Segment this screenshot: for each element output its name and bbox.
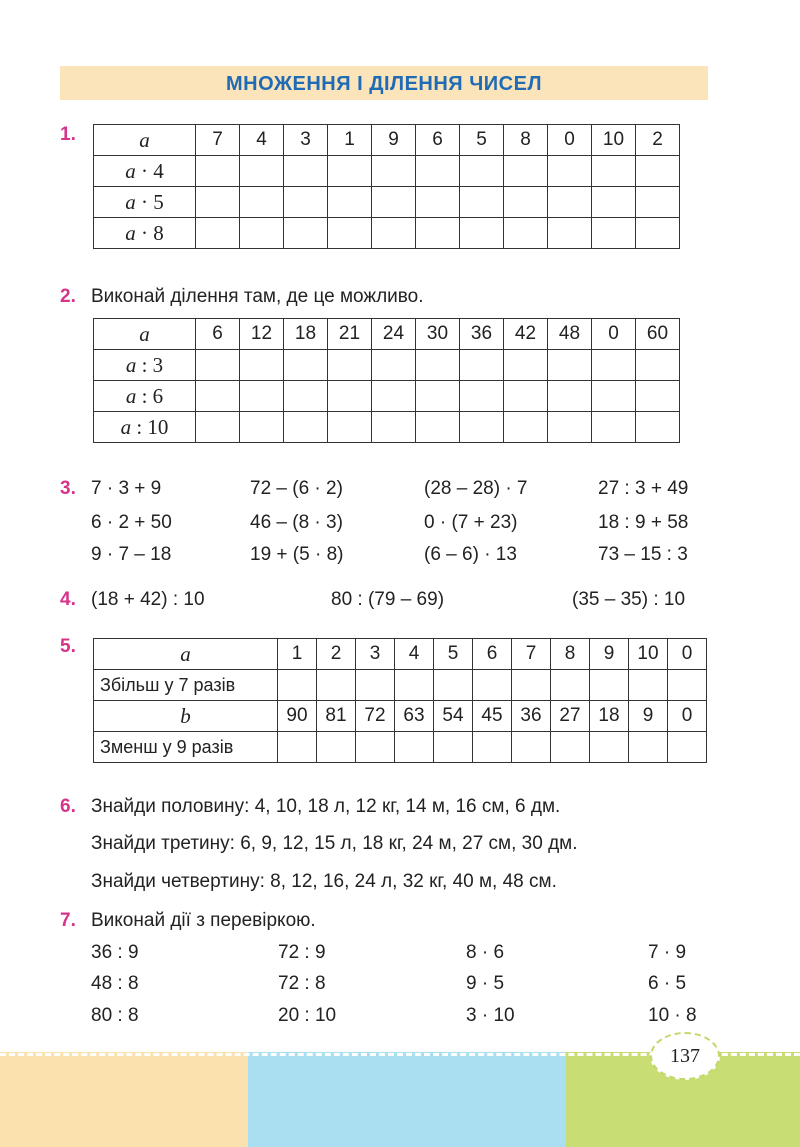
ex7-expr: 9 · 5 [466,973,505,994]
ex6-line: Знайди четвертину: 8, 12, 16, 24 л, 32 кг, 40 м, 48 см. [91,871,557,892]
answer-cell [416,156,460,187]
answer-cell [416,412,460,443]
answer-cell [548,156,592,187]
ex3-expr: 6 · 2 + 50 [91,512,172,533]
answer-cell [551,732,590,763]
var-a-cell: a [94,639,278,670]
exercise-2-table [93,318,680,443]
ex7-expr: 72 : 8 [278,973,326,994]
value-cell: 0 [592,319,636,350]
value-cell: 18 [284,319,328,350]
answer-cell [636,381,680,412]
answer-cell [317,732,356,763]
row-label [94,350,196,381]
ex6-line: Знайди третину: 6, 9, 12, 15 л, 18 кг, 24 м, 27 см, 30 дм. [91,833,578,854]
answer-cell [504,412,548,443]
answer-cell [395,732,434,763]
value-cell: 6 [416,125,460,156]
answer-cell [460,218,504,249]
ex3-expr: 73 – 15 : 3 [598,544,688,565]
row-op: · 8 [135,220,164,245]
answer-cell [284,156,328,187]
var-cell: a [94,319,196,350]
value-cell: 0 [668,701,707,732]
ex7-expr: 7 · 9 [648,942,687,963]
answer-cell [548,412,592,443]
ex4-expr: (18 + 42) : 10 [91,589,205,610]
answer-cell [629,670,668,701]
ex4-expr: (35 – 35) : 10 [572,589,686,610]
table-row [94,187,680,218]
value-cell: 7 [196,125,240,156]
table-row [94,319,680,350]
table-row [94,639,707,670]
value-cell: 10 [592,125,636,156]
value-cell: 6 [196,319,240,350]
answer-cell [395,670,434,701]
answer-cell [356,732,395,763]
answer-cell [504,381,548,412]
answer-cell [460,381,504,412]
answer-cell [460,412,504,443]
answer-cell [328,350,372,381]
value-cell: 10 [629,639,668,670]
answer-cell [551,670,590,701]
value-cell: 1 [328,125,372,156]
exercise-2-number: 2. [60,286,76,307]
ex7-expr: 72 : 9 [278,942,326,963]
answer-cell [504,350,548,381]
row-var: a [120,414,132,439]
table-row [94,125,680,156]
answer-cell [328,218,372,249]
value-cell: 48 [548,319,592,350]
value-cell: 60 [636,319,680,350]
ex3-expr: 72 – (6 · 2) [250,478,343,499]
ex7-expr: 8 · 6 [466,942,505,963]
answer-cell [512,732,551,763]
answer-cell [512,670,551,701]
exercise-3-number: 3. [60,478,76,499]
answer-cell [473,732,512,763]
value-cell: 30 [416,319,460,350]
value-cell: 4 [240,125,284,156]
answer-cell [328,412,372,443]
answer-cell [284,218,328,249]
value-cell: 1 [278,639,317,670]
row-op: : 10 [131,414,169,439]
value-cell: 4 [395,639,434,670]
value-cell: 9 [372,125,416,156]
answer-cell [240,156,284,187]
answer-cell [317,670,356,701]
answer-cell [240,187,284,218]
exercise-5-table [93,638,707,763]
answer-cell [460,156,504,187]
answer-cell [196,218,240,249]
value-cell: 9 [590,639,629,670]
answer-cell [592,218,636,249]
answer-cell [372,381,416,412]
table-row [94,732,707,763]
answer-cell [548,218,592,249]
table-row [94,156,680,187]
answer-cell [592,381,636,412]
value-cell: 0 [548,125,592,156]
value-cell: 27 [551,701,590,732]
value-cell: 9 [629,701,668,732]
value-cell: 8 [504,125,548,156]
answer-cell [636,350,680,381]
value-cell: 2 [636,125,680,156]
answer-cell [284,350,328,381]
row-var: a [125,220,136,245]
row-label [94,381,196,412]
exercise-4-number: 4. [60,589,76,610]
section-title: МНОЖЕННЯ І ДІЛЕННЯ ЧИСЕЛ [60,66,708,100]
ex7-expr: 10 · 8 [648,1005,697,1026]
decrease-label: Зменш у 9 разів [94,732,278,763]
ex3-expr: 19 + (5 · 8) [250,544,344,565]
ex3-expr: 27 : 3 + 49 [598,478,689,499]
answer-cell [196,156,240,187]
answer-cell [278,670,317,701]
answer-cell [504,156,548,187]
exercise-7-number: 7. [60,910,76,931]
answer-cell [473,670,512,701]
table-row [94,218,680,249]
row-label [94,156,196,187]
table-row [94,701,707,732]
answer-cell [668,732,707,763]
answer-cell [434,670,473,701]
ex3-expr: 9 · 7 – 18 [91,544,172,565]
exercise-1-number: 1. [60,124,76,145]
answer-cell [636,218,680,249]
value-cell: 3 [284,125,328,156]
row-var: a [125,352,137,377]
answer-cell [284,381,328,412]
value-cell: 63 [395,701,434,732]
answer-cell [328,187,372,218]
ex7-expr: 6 · 5 [648,973,687,994]
value-cell: 2 [317,639,356,670]
answer-cell [460,187,504,218]
answer-cell [372,156,416,187]
answer-cell [548,350,592,381]
row-var: a [125,189,136,214]
value-cell: 3 [356,639,395,670]
value-cell: 5 [460,125,504,156]
row-var: a [125,383,137,408]
value-cell: 90 [278,701,317,732]
answer-cell [196,381,240,412]
answer-cell [592,187,636,218]
exercise-5-number: 5. [60,636,76,657]
answer-cell [372,350,416,381]
table-row [94,381,680,412]
answer-cell [592,412,636,443]
value-cell: 12 [240,319,284,350]
value-cell: 72 [356,701,395,732]
row-op: · 5 [135,189,164,214]
answer-cell [328,156,372,187]
answer-cell [592,350,636,381]
answer-cell [196,412,240,443]
answer-cell [416,218,460,249]
value-cell: 81 [317,701,356,732]
ex6-line: Знайди половину: 4, 10, 18 л, 12 кг, 14 м, 16 см, 6 дм. [91,796,561,817]
ex7-expr: 3 · 10 [466,1005,515,1026]
row-op: : 6 [136,383,164,408]
table-row [94,670,707,701]
value-cell: 0 [668,639,707,670]
row-op: · 4 [135,158,164,183]
answer-cell [416,381,460,412]
answer-cell [548,381,592,412]
answer-cell [416,350,460,381]
row-op: : 3 [136,352,164,377]
page-number: 137 [650,1032,720,1080]
answer-cell [196,350,240,381]
value-cell: 21 [328,319,372,350]
answer-cell [504,187,548,218]
answer-cell [460,350,504,381]
answer-cell [278,732,317,763]
answer-cell [284,412,328,443]
answer-cell [590,732,629,763]
answer-cell [372,218,416,249]
answer-cell [636,156,680,187]
answer-cell [504,218,548,249]
answer-cell [636,187,680,218]
row-label [94,218,196,249]
answer-cell [590,670,629,701]
ex7-expr: 80 : 8 [91,1005,139,1026]
answer-cell [196,187,240,218]
row-label [94,412,196,443]
ex7-expr: 48 : 8 [91,973,139,994]
footer-band-middle [248,1052,566,1147]
value-cell: 45 [473,701,512,732]
row-var: a [125,158,136,183]
answer-cell [240,412,284,443]
row-label [94,187,196,218]
value-cell: 5 [434,639,473,670]
value-cell: 6 [473,639,512,670]
table-row [94,350,680,381]
exercise-6-number: 6. [60,796,76,817]
value-cell: 8 [551,639,590,670]
value-cell: 54 [434,701,473,732]
answer-cell [629,732,668,763]
exercise-7-instruction: Виконай дії з перевіркою. [91,910,316,931]
answer-cell [636,412,680,443]
ex7-expr: 20 : 10 [278,1005,337,1026]
ex7-expr: 36 : 9 [91,942,139,963]
answer-cell [434,732,473,763]
answer-cell [592,156,636,187]
footer-band-left [0,1052,248,1147]
answer-cell [548,187,592,218]
answer-cell [356,670,395,701]
exercise-1-table [93,124,680,249]
value-cell: 36 [460,319,504,350]
answer-cell [416,187,460,218]
value-cell: 36 [512,701,551,732]
value-cell: 7 [512,639,551,670]
answer-cell [372,187,416,218]
answer-cell [240,350,284,381]
value-cell: 18 [590,701,629,732]
answer-cell [668,670,707,701]
ex3-expr: (6 – 6) · 13 [424,544,517,565]
ex3-expr: 18 : 9 + 58 [598,512,689,533]
increase-label: Збільш у 7 разів [94,670,278,701]
ex3-expr: (28 – 28) · 7 [424,478,528,499]
exercise-2-instruction: Виконай ділення там, де це можливо. [91,286,424,307]
value-cell: 42 [504,319,548,350]
ex4-expr: 80 : (79 – 69) [331,589,445,610]
answer-cell [240,218,284,249]
answer-cell [328,381,372,412]
ex3-expr: 46 – (8 · 3) [250,512,343,533]
ex3-expr: 7 · 3 + 9 [91,478,162,499]
ex3-expr: 0 · (7 + 23) [424,512,518,533]
value-cell: 24 [372,319,416,350]
table-row [94,412,680,443]
var-cell: a [94,125,196,156]
var-b-cell: b [94,701,278,732]
answer-cell [240,381,284,412]
answer-cell [372,412,416,443]
answer-cell [284,187,328,218]
